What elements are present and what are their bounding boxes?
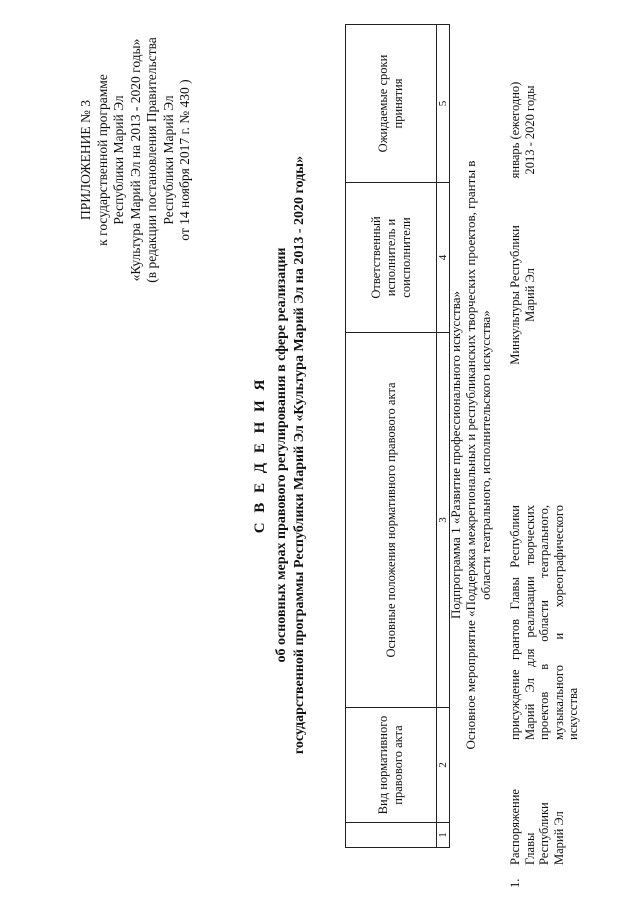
appendix-line: ПРИЛОЖЕНИЕ № 3	[78, 99, 93, 221]
row-deadline	[508, 55, 537, 205]
row-act-type	[508, 789, 566, 888]
row-deadline-line: 2013 - 2020 годы	[522, 85, 537, 175]
header-cell-act-type: Вид нормативного правового акта	[346, 708, 437, 823]
appendix-line: «Культура Марий Эл на 2013 - 2020 годы»	[127, 38, 143, 282]
measures-table	[345, 24, 450, 848]
appendix-line: от 14 ноября 2017 г. № 430 )	[177, 79, 192, 241]
column-number: 3	[437, 333, 450, 708]
column-number: 4	[437, 183, 450, 333]
appendix-line: Республики Марий Эл	[160, 95, 176, 225]
column-number: 1	[437, 823, 450, 848]
appendix-line: (в редакции постановления Правительства	[144, 37, 159, 283]
document-heading: С В Е Д Е Н И Я	[252, 376, 268, 534]
table-header-row	[346, 25, 437, 848]
header-cell-provisions: Основные положения нормативного правового акта	[346, 333, 437, 708]
row-executor: Минкультуры Республики Марий Эл	[508, 225, 537, 365]
row-provisions: присуждение грантов Главы Республики Марий Эл для реализации творческих проектов в области театрального, музыкального и хореографического искусства	[508, 505, 580, 740]
row-number: 1.	[508, 878, 522, 888]
header-cell-number	[346, 823, 437, 848]
appendix-line: Республики Марий Эл	[111, 95, 126, 225]
column-number: 2	[437, 708, 450, 823]
column-number: 5	[437, 25, 450, 183]
header-cell-deadline: Ожидаемые сроки принятия	[346, 25, 437, 183]
header-cell-executor: Ответственный исполнитель и соисполнители	[346, 183, 437, 333]
row-act-type-text: Распоряжение Главы Республики Марий Эл	[508, 789, 566, 865]
document-title-line-2: государственной программы Республики Марий Эл «Культура Марий Эл на 2013 - 2020 годы»	[292, 155, 307, 755]
appendix-line: к государственной программе	[94, 74, 110, 246]
subprogram-title: Подпрограмма 1 «Развитие профессионального искусства»	[448, 291, 463, 619]
document-title-line-1: об основных мерах правового регулирования в сфере реализации	[274, 247, 289, 663]
row-deadline-line: январь (ежегодно)	[508, 81, 522, 179]
main-activity-title: Основное мероприятие «Поддержка межрегиональных и республиканских творческих проектов, гранты в области театрального, исполнительского искусства»	[463, 160, 493, 750]
appendix-block	[78, 35, 194, 285]
